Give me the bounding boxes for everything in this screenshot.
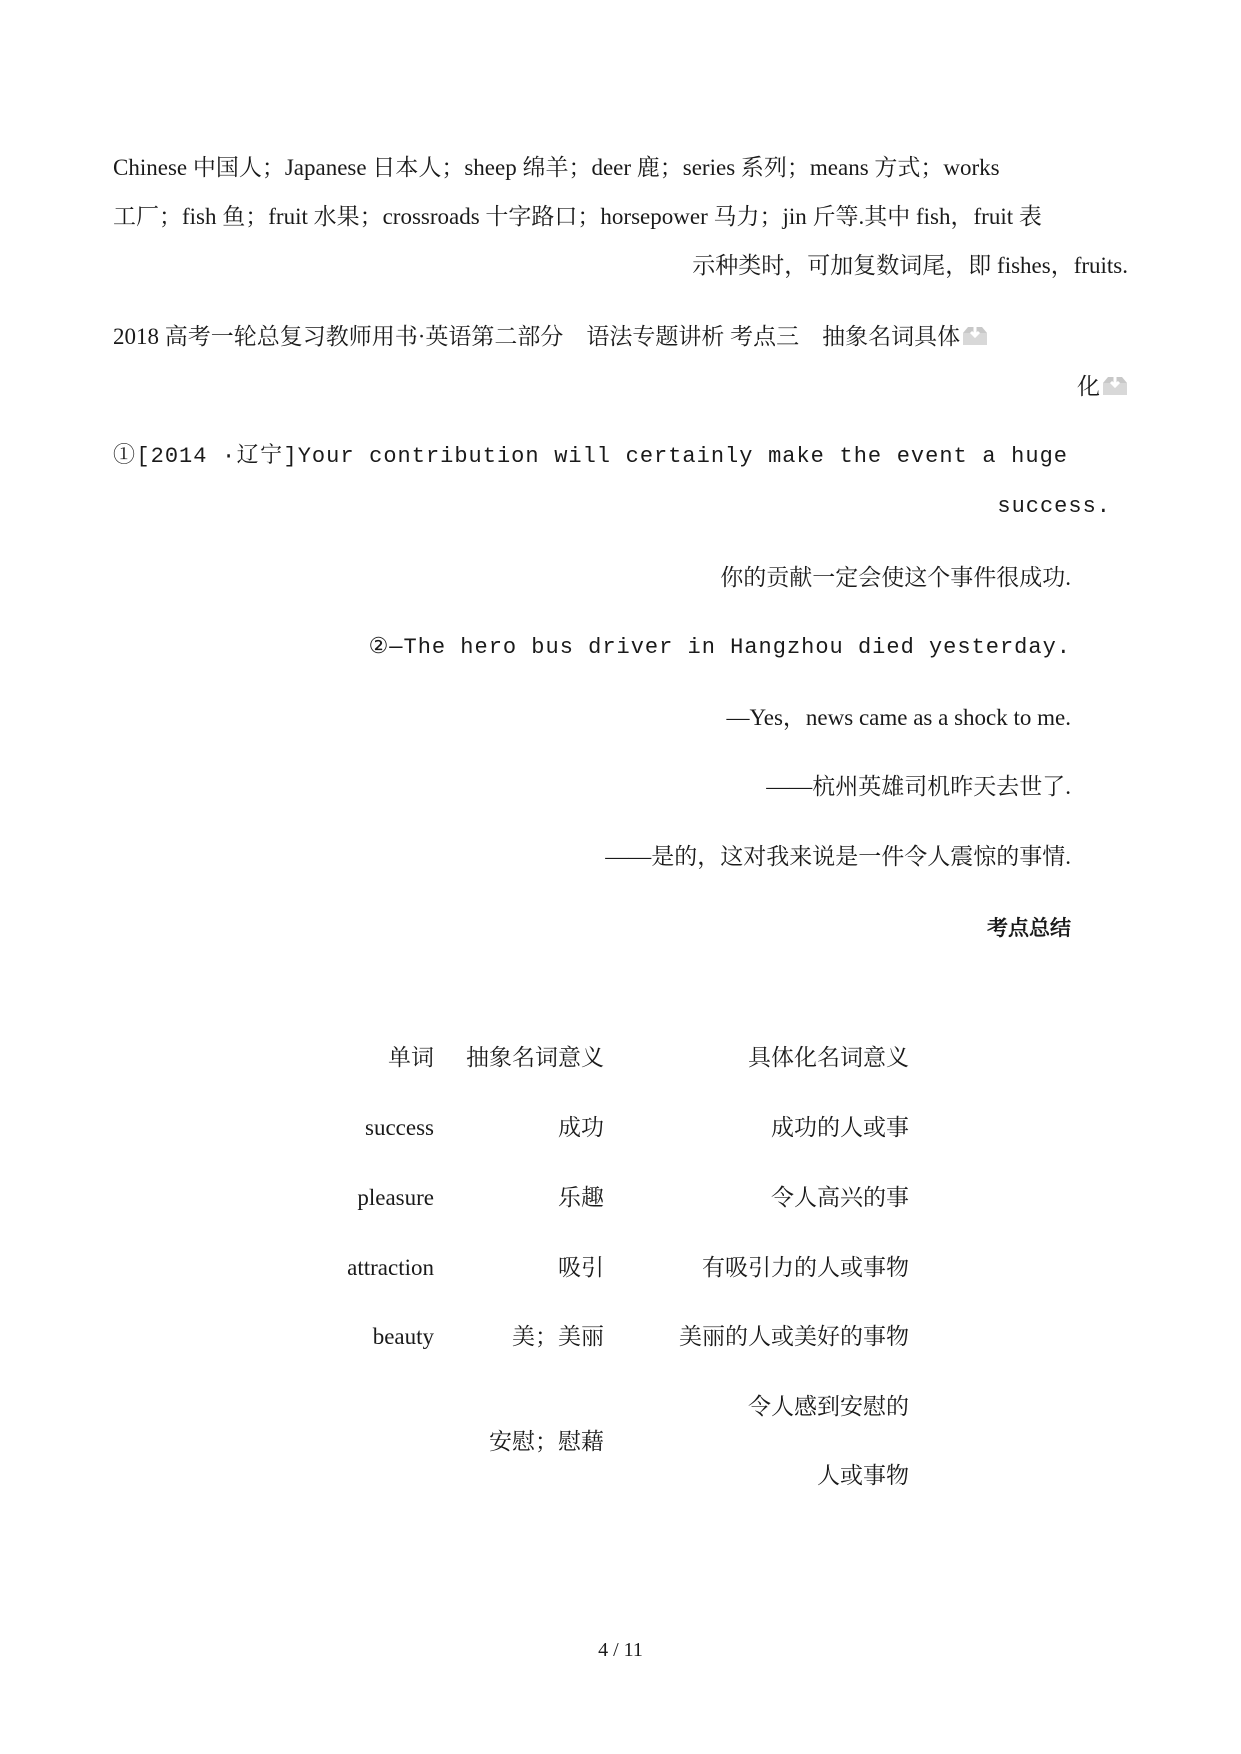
example-2-question-translation: ——杭州英雄司机昨天去世了. [766, 774, 1071, 799]
summary-title: 考点总结 [987, 916, 1071, 940]
body-text-line-1: Chinese 中国人；Japanese 日本人；sheep 绵羊；deer 鹿；series 系列；means 方式；works [113, 155, 1000, 180]
download-icon[interactable] [962, 324, 988, 346]
table-row-concrete: 成功的人或事 [771, 1115, 909, 1140]
body-text-line-2: 工厂；fish 鱼；fruit 水果；crossroads 十字路口；horsepower 马力；jin 斤等.其中 fish，fruit 表 [113, 204, 1042, 229]
example-1-sentence: ①[2014 ·辽宁]Your contribution will certainly make the event a huge [113, 444, 1068, 469]
table-row-word: beauty [372, 1324, 434, 1349]
table-header-concrete: 具体化名词意义 [748, 1045, 909, 1070]
example-1-sentence-cont: success. [997, 494, 1111, 519]
table-row-word: pleasure [357, 1185, 434, 1210]
section-header-cont [1077, 372, 1128, 402]
download-icon[interactable] [1102, 374, 1128, 396]
table-row-word: attraction [347, 1255, 434, 1280]
table-row-concrete: 有吸引力的人或事物 [702, 1255, 909, 1280]
section-header-text-2: 化 [1077, 374, 1100, 399]
page-number: 4 / 11 [598, 1639, 643, 1661]
table-row-abstract: 吸引 [558, 1255, 604, 1280]
table-row-concrete: 令人高兴的事 [771, 1185, 909, 1210]
table-row-abstract: 成功 [558, 1115, 604, 1140]
section-header [113, 322, 988, 352]
table-header-abstract: 抽象名词意义 [466, 1045, 604, 1070]
example-2-answer: —Yes，news came as a shock to me. [726, 705, 1071, 730]
table-row-abstract: 美；美丽 [512, 1324, 604, 1349]
table-row-concrete: 令人感到安慰的 [748, 1394, 909, 1419]
table-row-abstract: 乐趣 [558, 1185, 604, 1210]
table-header-word: 单词 [388, 1045, 434, 1070]
section-header-text: 2018 高考一轮总复习教师用书·英语第二部分 语法专题讲析 考点三 抽象名词具体 [113, 324, 961, 349]
example-2-answer-translation: ——是的，这对我来说是一件令人震惊的事情. [605, 844, 1071, 869]
table-row-abstract: 安慰；慰藉 [489, 1429, 604, 1454]
table-row-concrete-cont: 人或事物 [817, 1463, 909, 1488]
table-row-word: success [365, 1115, 434, 1140]
example-2-question: ②—The hero bus driver in Hangzhou died yesterday. [368, 635, 1071, 660]
table-row-concrete: 美丽的人或美好的事物 [679, 1324, 909, 1349]
body-text-line-3: 示种类时，可加复数词尾，即 fishes，fruits. [692, 253, 1128, 278]
example-1-translation: 你的贡献一定会使这个事件很成功. [720, 565, 1071, 590]
